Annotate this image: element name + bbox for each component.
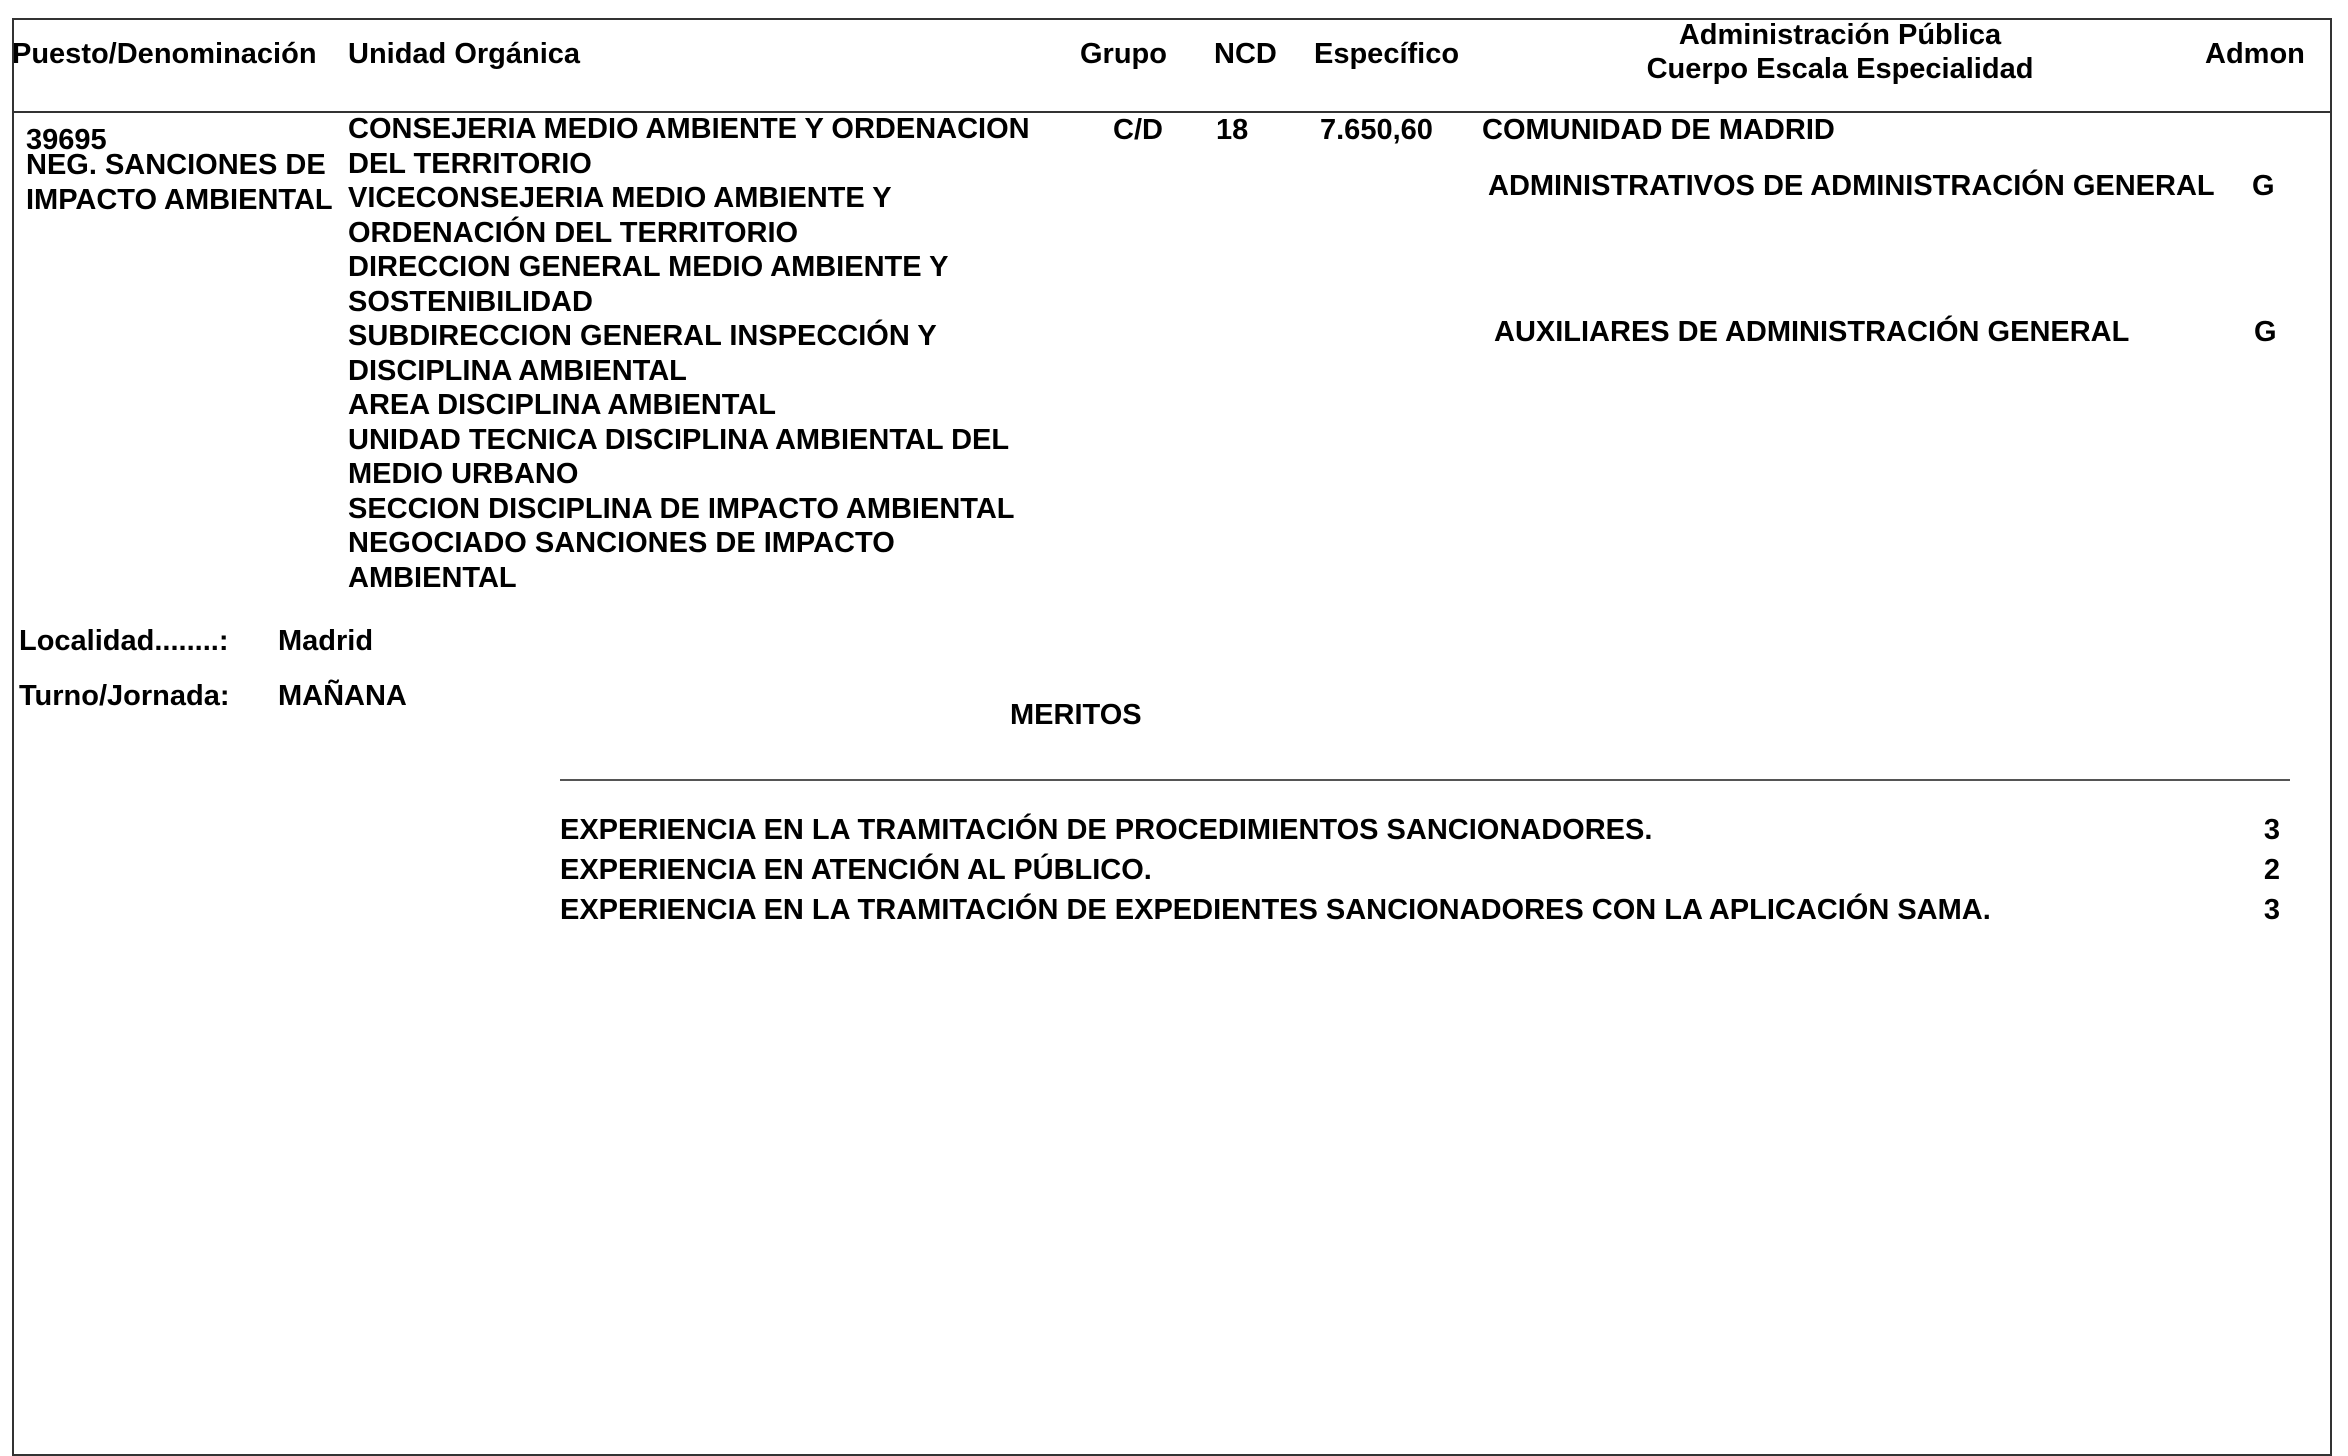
- unidad-line: NEGOCIADO SANCIONES DE IMPACTO: [348, 527, 895, 559]
- merito-points: 3: [2263, 814, 2280, 846]
- unidad-line: DEL TERRITORIO: [348, 147, 592, 180]
- localidad-value: Madrid: [278, 625, 374, 657]
- header-grupo: Grupo: [1080, 38, 1167, 70]
- meritos-separator: [560, 779, 2290, 781]
- record-ncd: 18: [1216, 114, 1249, 146]
- header-admin-line1: Administración Pública: [1678, 19, 2002, 51]
- unidad-line: DIRECCION GENERAL MEDIO AMBIENTE Y: [348, 251, 949, 283]
- cuerpo-admon: G: [2254, 316, 2277, 348]
- unidad-line: SOSTENIBILIDAD: [348, 285, 593, 318]
- unidad-line: VICECONSEJERIA MEDIO AMBIENTE Y: [348, 182, 892, 214]
- cuerpo-admon: G: [2252, 170, 2275, 202]
- record-administracion: COMUNIDAD DE MADRID: [1482, 114, 1835, 146]
- unidad-line: ORDENACIÓN DEL TERRITORIO: [348, 216, 799, 249]
- unidad-line: SECCION DISCIPLINA DE IMPACTO AMBIENTAL: [348, 492, 1015, 525]
- cuerpo-name: AUXILIARES DE ADMINISTRACIÓN GENERAL: [1494, 316, 2130, 348]
- merito-points: 3: [2263, 894, 2280, 926]
- header-unidad: Unidad Orgánica: [348, 38, 581, 70]
- header-puesto: Puesto/Denominación: [12, 38, 317, 70]
- unidad-line: SUBDIRECCION GENERAL INSPECCIÓN Y: [348, 320, 937, 352]
- header-especifico: Específico: [1314, 38, 1460, 70]
- merito-points: 2: [2263, 854, 2280, 886]
- unidad-organica-list: [348, 112, 1030, 595]
- turno-value: MAÑANA: [278, 680, 407, 712]
- unidad-line: DISCIPLINA AMBIENTAL: [348, 354, 687, 387]
- meritos-title: MERITOS: [1010, 699, 1142, 731]
- unidad-line: AMBIENTAL: [348, 561, 517, 594]
- merito-desc: EXPERIENCIA EN LA TRAMITACIÓN DE EXPEDIENTES SANCIONADORES CON LA APLICACIÓN SAMA.: [560, 894, 1991, 926]
- merito-row: [560, 814, 2280, 848]
- record-denominacion-line1: NEG. SANCIONES DE: [26, 149, 326, 181]
- localidad-label: Localidad........:: [19, 625, 229, 657]
- merito-desc: EXPERIENCIA EN LA TRAMITACIÓN DE PROCEDIMIENTOS SANCIONADORES.: [560, 814, 1653, 846]
- record-grupo: C/D: [1113, 114, 1163, 146]
- turno-label: Turno/Jornada:: [19, 680, 230, 712]
- unidad-line: UNIDAD TECNICA DISCIPLINA AMBIENTAL DEL: [348, 423, 1010, 456]
- record-especifico: 7.650,60: [1320, 114, 1433, 146]
- header-admon: Admon: [2205, 38, 2305, 70]
- cuerpo-name: ADMINISTRATIVOS DE ADMINISTRACIÓN GENERAL: [1488, 170, 2215, 202]
- unidad-line: MEDIO URBANO: [348, 458, 579, 490]
- unidad-line: CONSEJERIA MEDIO AMBIENTE Y ORDENACION: [348, 113, 1030, 145]
- record-code: 39695: [26, 124, 107, 156]
- record-denominacion-line2: IMPACTO AMBIENTAL: [26, 184, 333, 216]
- header-ncd: NCD: [1214, 38, 1277, 70]
- merito-row: [560, 894, 2280, 928]
- merito-row: [560, 854, 2280, 888]
- header-admin-line2: Cuerpo Escala Especialidad: [1646, 53, 2034, 85]
- merito-desc: EXPERIENCIA EN ATENCIÓN AL PÚBLICO.: [560, 854, 1152, 886]
- unidad-line: AREA DISCIPLINA AMBIENTAL: [348, 389, 777, 421]
